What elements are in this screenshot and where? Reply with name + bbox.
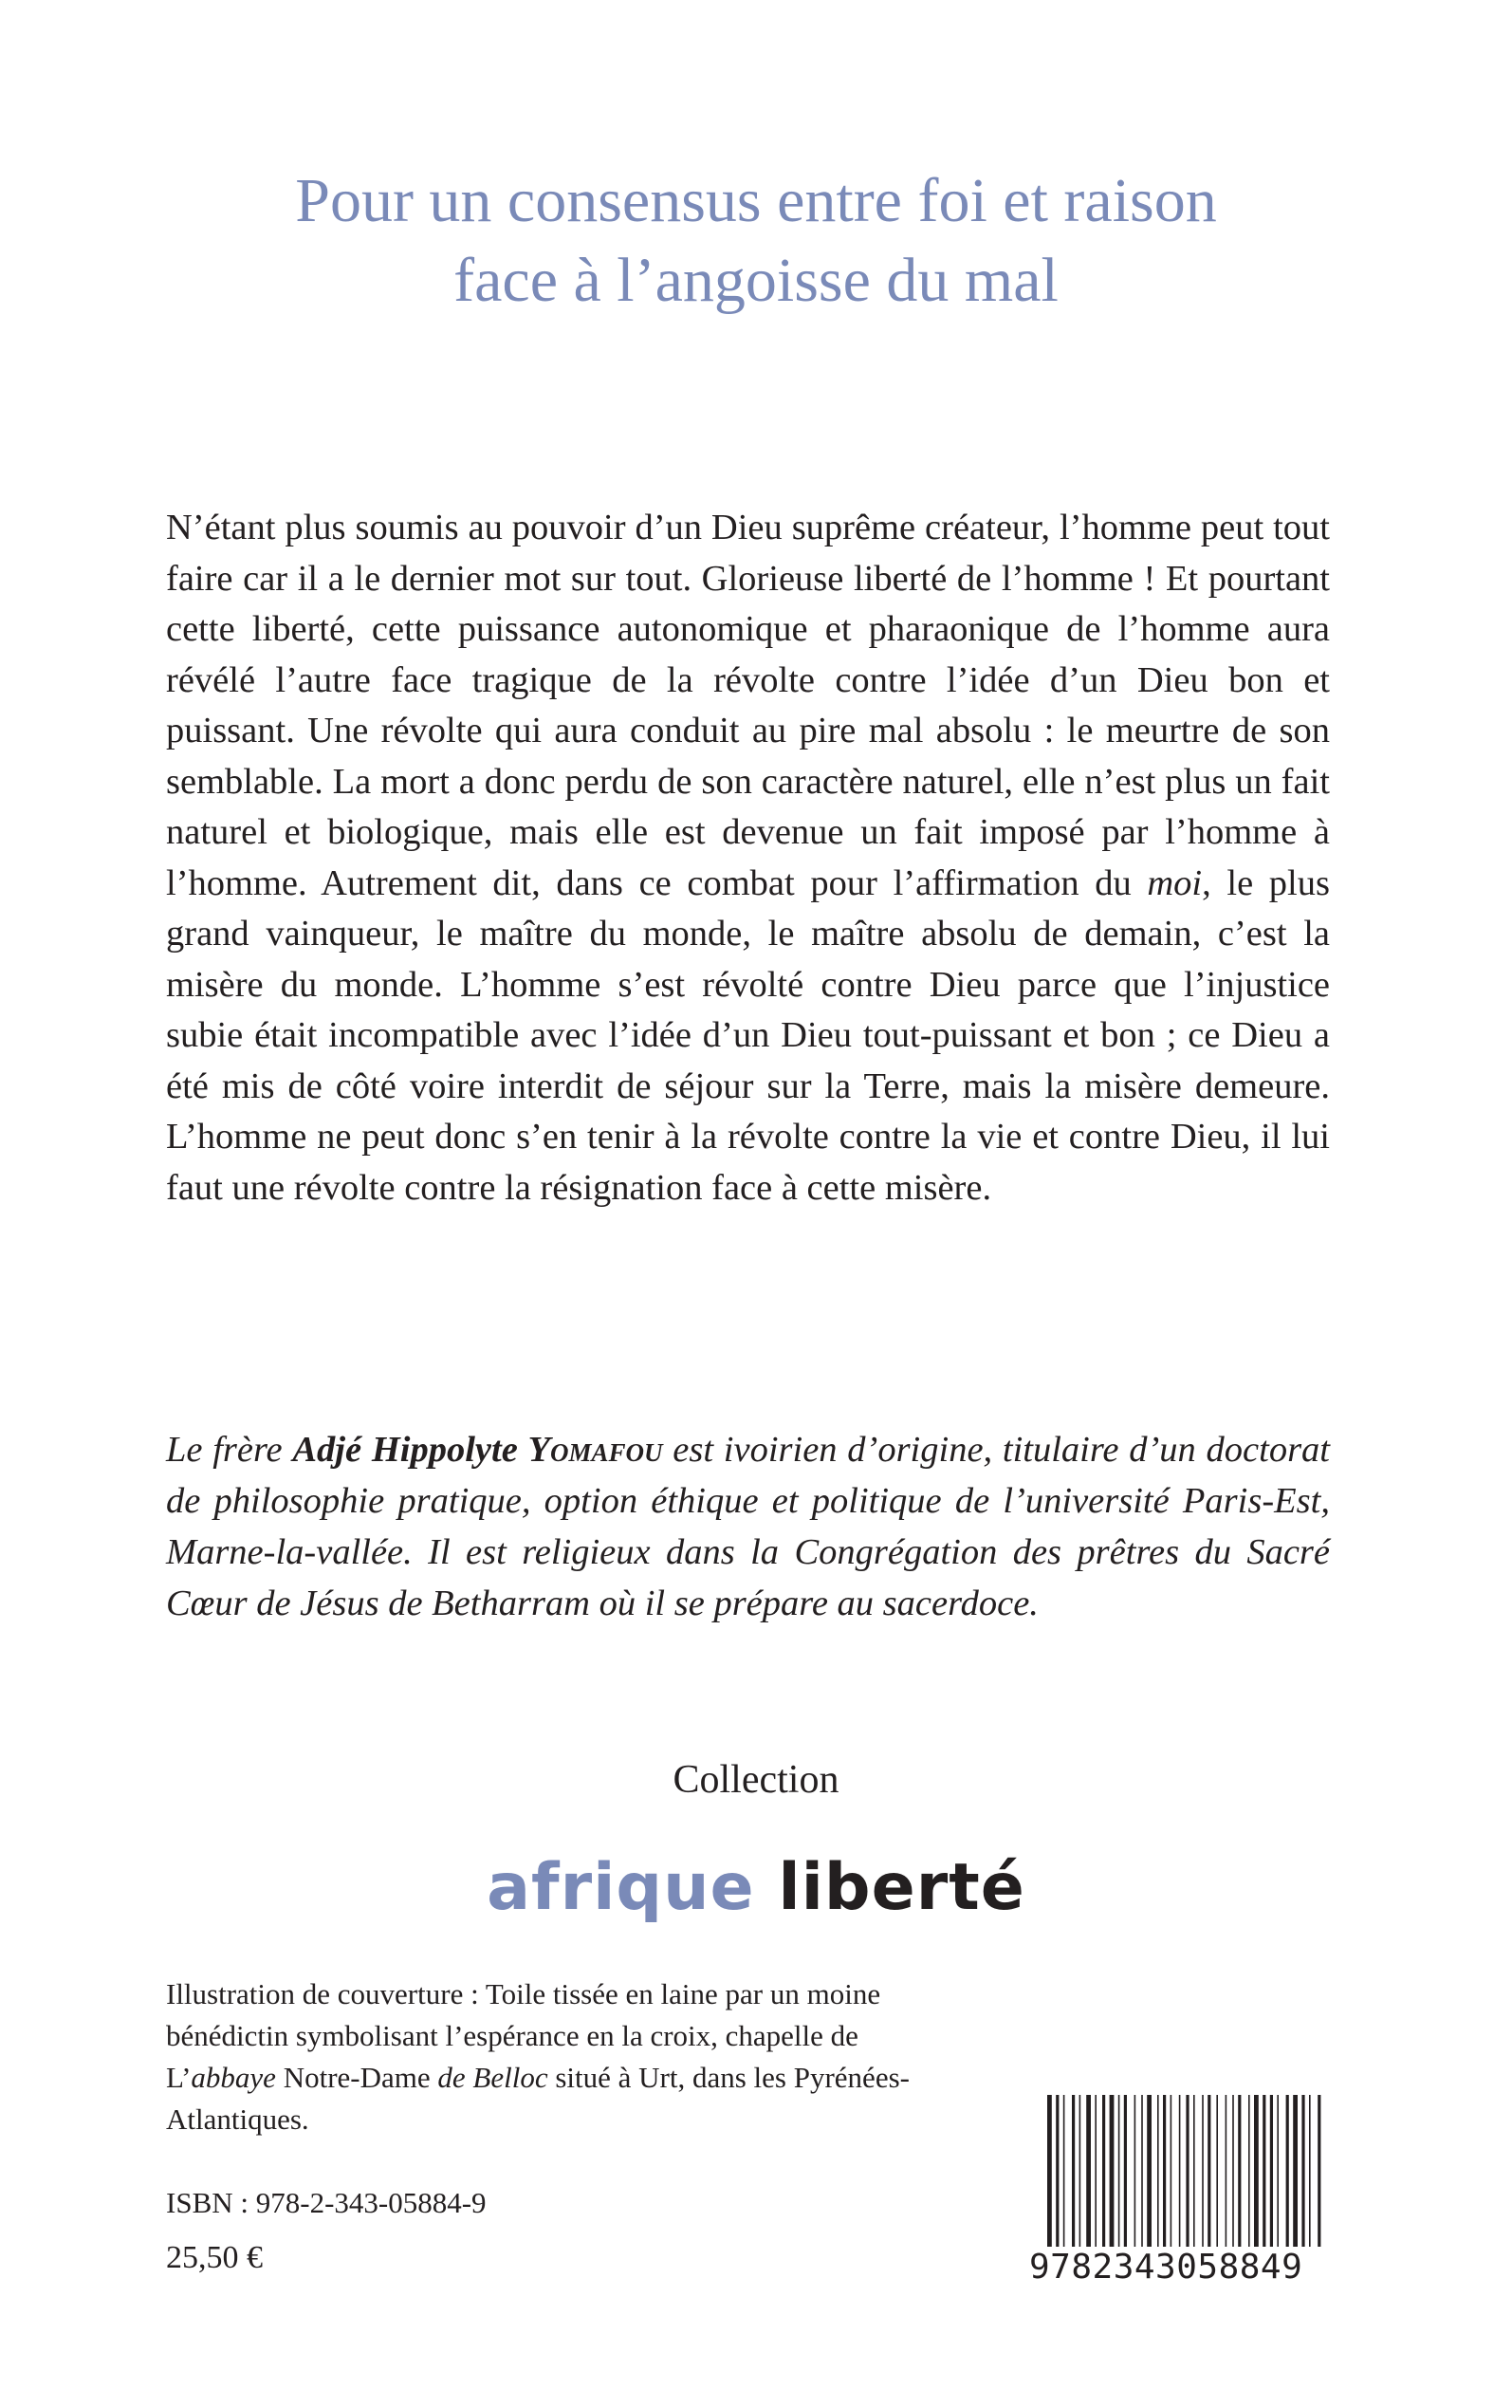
barcode-bar <box>1238 2095 1241 2247</box>
barcode-bar <box>1086 2095 1091 2247</box>
barcode-bar <box>1202 2095 1204 2247</box>
barcode-bar <box>1186 2095 1189 2247</box>
barcode-bar <box>1193 2095 1195 2247</box>
barcode-bar <box>1293 2095 1298 2247</box>
bio-prefix: Le frère <box>166 1430 293 1470</box>
barcode-bar <box>1286 2095 1289 2247</box>
barcode-bar <box>1063 2095 1065 2247</box>
illustration-text-1: Illustration de couverture : Toile tissée en laine par un moine bénédictin symbolisant l’espérance en la croix, chapelle de L’ <box>166 1977 881 2094</box>
barcode-bar <box>1277 2095 1279 2247</box>
barcode-bar <box>1318 2095 1320 2247</box>
barcode-bar <box>1102 2095 1105 2247</box>
title-line-2: face à l’angoisse du mal <box>453 246 1059 315</box>
barcode-bar <box>1226 2095 1227 2247</box>
bio-text: est ivoirien d’origine, titulaire d’un doctorat de philosophie pratique, option éthique et politique de l’université Paris-Est, Marne-la-vallée. Il est religieux dans la Congrégation des prêtres du Sacré Cœur de Jésus de Betharram où il se prépare au sacerdoce. <box>166 1430 1330 1623</box>
barcode-bar <box>1254 2095 1259 2247</box>
isbn-label: ISBN : 978-2-343-05884-9 <box>166 2186 487 2219</box>
barcode-bar <box>1157 2095 1159 2247</box>
barcode-bar <box>1216 2095 1218 2247</box>
barcode-bar <box>1047 2095 1052 2247</box>
collection-label: Collection <box>673 1758 839 1802</box>
illustration-italic-1: abbaye <box>191 2061 276 2094</box>
barcode-bar <box>1232 2095 1234 2247</box>
illustration-text-2: Notre-Dame <box>275 2061 438 2094</box>
barcode-bar <box>1309 2095 1311 2247</box>
price-label: 25,50 € <box>166 2240 263 2275</box>
summary-text-1: N’étant plus soumis au pouvoir d’un Dieu suprême créateur, l’homme peut tout faire car il a le dernier mot sur tout. Glorieuse liberté de l’homme ! Et pourtant cette liberté, cette puissance autonomique et pharaonique de l’homme aura révélé l’autre face tragique de la révolte contre l’idée d’un Dieu bon et puissant. Une révolte qui aura conduit au pire mal absolu : le meurtre de son semblable. La mort a donc perdu de son caractère naturel, elle n’est plus un fait naturel et biologique, mais elle est devenue un fait imposé par l’homme à l’homme. Autrement dit, dans ce combat pour l’affirmation du <box>166 508 1330 903</box>
barcode-bar <box>1248 2095 1250 2247</box>
barcode-bar <box>1163 2095 1166 2247</box>
barcode-bar <box>1124 2095 1127 2247</box>
barcode-bar <box>1056 2095 1059 2247</box>
barcode-bar <box>1110 2095 1115 2247</box>
barcode-bar <box>1171 2095 1172 2247</box>
barcode-bar <box>1072 2095 1075 2247</box>
illustration-credit <box>166 1973 944 2140</box>
barcode-bar <box>1141 2095 1143 2247</box>
summary-paragraph <box>166 503 1330 1213</box>
barcode-bar <box>1095 2095 1097 2247</box>
barcode-bar <box>1079 2095 1081 2247</box>
barcode-bar <box>1263 2095 1265 2247</box>
title-line-1: Pour un consensus entre foi et raison <box>295 166 1217 235</box>
barcode-bar <box>1147 2095 1152 2247</box>
author-last-name: Yomafou <box>527 1430 663 1470</box>
illustration-text-3: situé à Urt, dans les Pyrénées-Atlantiques. <box>166 2061 910 2136</box>
author-bio <box>166 1424 1330 1629</box>
illustration-italic-2: de Belloc <box>437 2061 548 2094</box>
barcode-bar <box>1134 2095 1136 2247</box>
barcode-digits: 9782343058849 <box>1029 2248 1303 2287</box>
summary-italic-word: moi <box>1147 862 1203 903</box>
author-first-name: Adjé Hippolyte <box>292 1430 528 1470</box>
collection-logo <box>0 1850 1512 1926</box>
summary-text-2: , le plus grand vainqueur, le maître du monde, le maître absolu de demain, c’est la misère du monde. L’homme s’est révolté contre Dieu parce que l’injustice subie était incompatible avec l’idée d’un Dieu tout-puissant et bon ; ce Dieu a été mis de côté voire interdit de séjour sur la Terre, mais la misère demeure. L’homme ne peut donc s’en tenir à la révolte contre la vie et contre Dieu, il lui faut une révolte contre la résignation face à cette misère. <box>166 862 1330 1208</box>
barcode-bar <box>1179 2095 1181 2247</box>
barcode-bar <box>1270 2095 1273 2247</box>
collection-logo-word-2: liberté <box>778 1850 1025 1925</box>
barcode-bar <box>1301 2095 1304 2247</box>
barcode-bar <box>1118 2095 1120 2247</box>
collection-logo-word-1: afrique <box>487 1850 755 1925</box>
barcode-bar <box>1208 2095 1210 2247</box>
book-title <box>0 161 1512 321</box>
